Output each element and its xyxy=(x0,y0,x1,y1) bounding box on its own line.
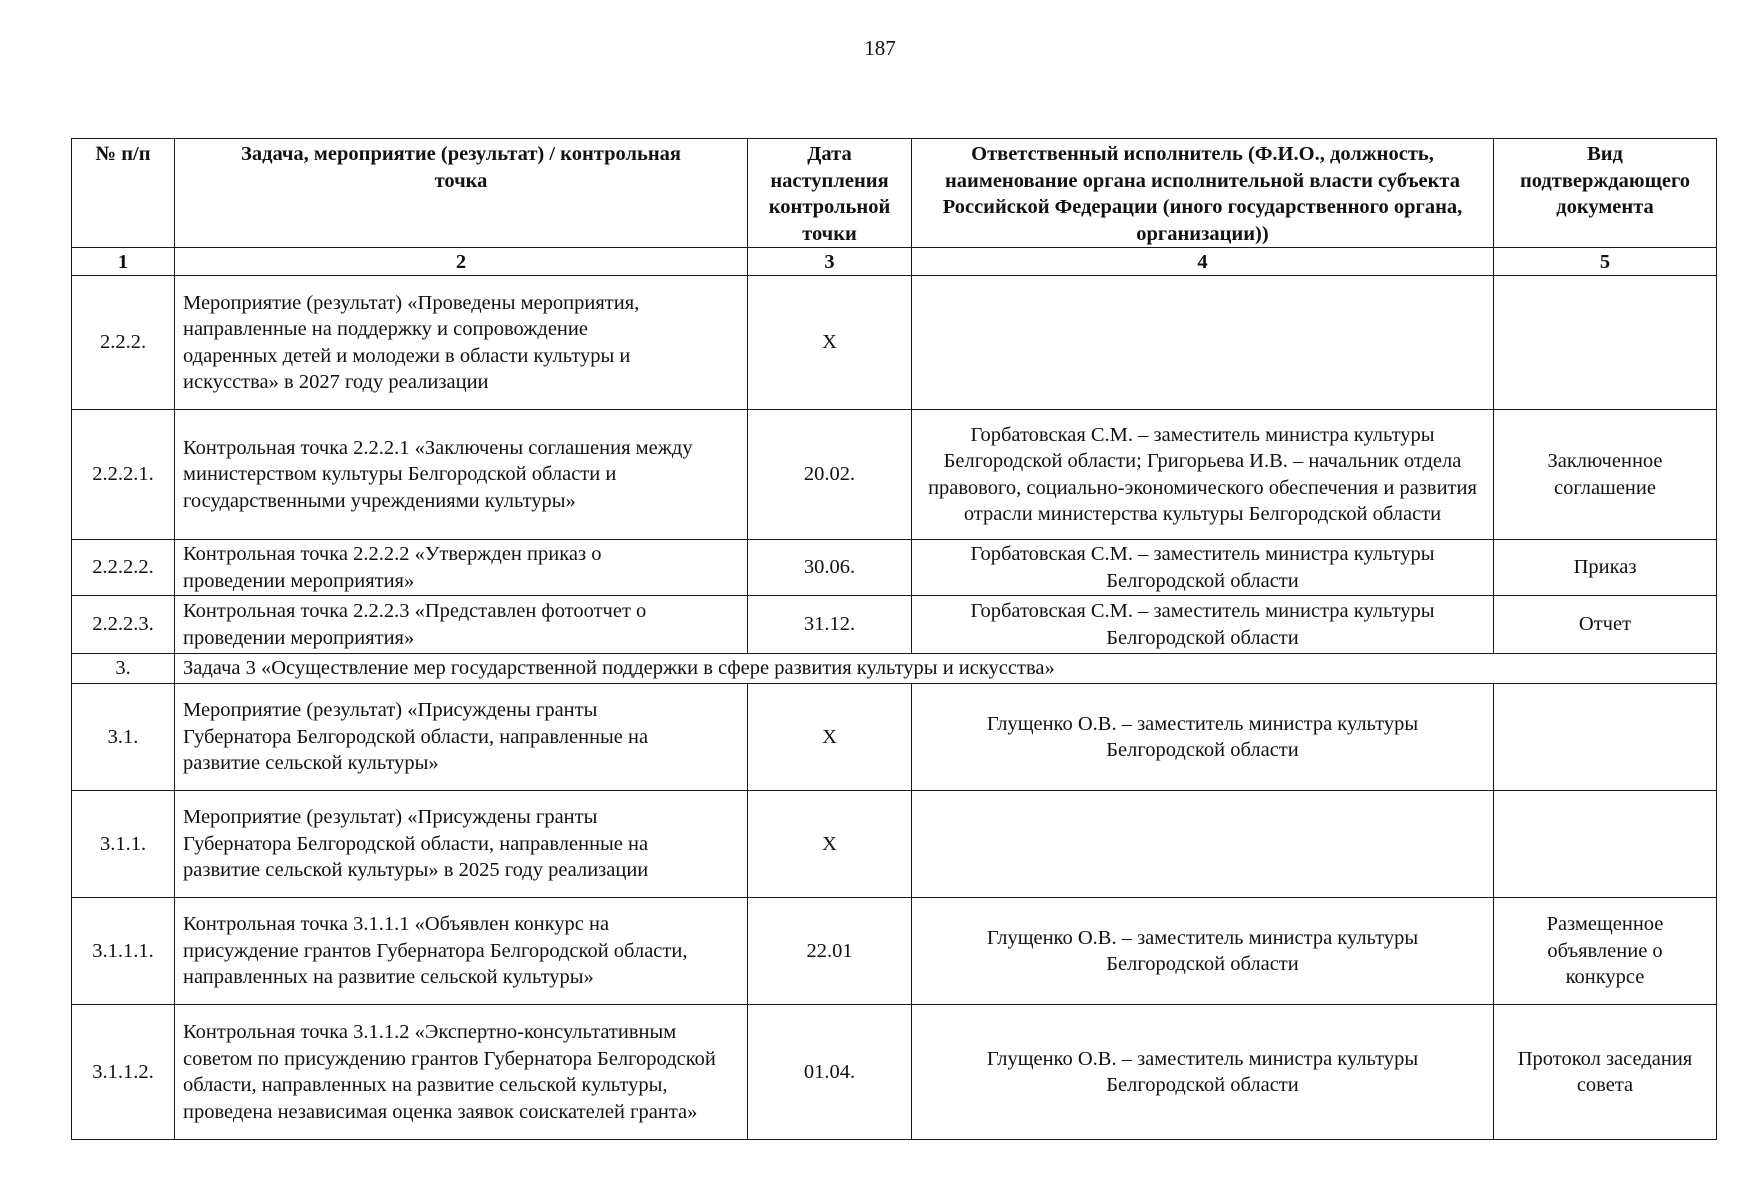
row-number: 2.2.2. xyxy=(72,276,175,410)
row-number: 2.2.2.2. xyxy=(72,540,175,596)
row-date: 01.04. xyxy=(748,1005,912,1140)
row-responsible: Глущенко О.В. – заместитель министра культуры Белгородской области xyxy=(912,684,1494,791)
row-task: Мероприятие (результат) «Присуждены гранты Губернатора Белгородской области, направленные на развитие сельской культуры» в 2025 году реализации xyxy=(175,791,748,898)
table-row xyxy=(72,1005,1717,1140)
row-number: 3.1. xyxy=(72,684,175,791)
table-row xyxy=(72,276,1717,410)
row-document xyxy=(1494,684,1717,791)
table-row-task-header xyxy=(72,654,1717,684)
table-row xyxy=(72,791,1717,898)
row-responsible: Глущенко О.В. – заместитель министра культуры Белгородской области xyxy=(912,1005,1494,1140)
column-number: 3 xyxy=(748,248,912,276)
row-responsible: Горбатовская С.М. – заместитель министра культуры Белгородской области xyxy=(912,540,1494,596)
table-row xyxy=(72,596,1717,654)
row-responsible: Горбатовская С.М. – заместитель министра культуры Белгородской области; Григорьева И.В. – начальник отдела правового, социально-экономического обеспечения и развития отрасли министерства культуры Белгородской области xyxy=(912,410,1494,540)
column-number: 4 xyxy=(912,248,1494,276)
row-document xyxy=(1494,276,1717,410)
column-number-row xyxy=(72,248,1717,276)
column-number: 5 xyxy=(1494,248,1717,276)
row-task: Контрольная точка 2.2.2.3 «Представлен фотоотчет о проведении мероприятия» xyxy=(175,596,748,654)
row-document: Приказ xyxy=(1494,540,1717,596)
row-task: Мероприятие (результат) «Проведены мероприятия, направленные на поддержку и сопровождение одаренных детей и молодежи в области культуры и искусства» в 2027 году реализации xyxy=(175,276,748,410)
row-date: X xyxy=(748,791,912,898)
row-date: 31.12. xyxy=(748,596,912,654)
header-date: Дата наступления контрольной точки xyxy=(748,139,912,248)
row-date: X xyxy=(748,684,912,791)
column-number: 1 xyxy=(72,248,175,276)
row-number: 3. xyxy=(72,654,175,684)
row-responsible: Горбатовская С.М. – заместитель министра культуры Белгородской области xyxy=(912,596,1494,654)
row-task: Задача 3 «Осуществление мер государственной поддержки в сфере развития культуры и искусства» xyxy=(175,654,1717,684)
row-task: Контрольная точка 3.1.1.2 «Экспертно-консультативным советом по присуждению грантов Губернатора Белгородской области, направленных на развитие сельской культуры, проведена независимая оценка заявок соискателей гранта» xyxy=(175,1005,748,1140)
row-number: 3.1.1.1. xyxy=(72,898,175,1005)
row-date: 30.06. xyxy=(748,540,912,596)
row-task: Мероприятие (результат) «Присуждены гранты Губернатора Белгородской области, направленные на развитие сельской культуры» xyxy=(175,684,748,791)
row-document: Протокол заседания совета xyxy=(1494,1005,1717,1140)
row-document xyxy=(1494,791,1717,898)
row-task: Контрольная точка 2.2.2.2 «Утвержден приказ о проведении мероприятия» xyxy=(175,540,748,596)
row-task: Контрольная точка 3.1.1.1 «Объявлен конкурс на присуждение грантов Губернатора Белгородской области, направленных на развитие сельской культуры» xyxy=(175,898,748,1005)
table-row xyxy=(72,684,1717,791)
header-document: Вид подтверждающего документа xyxy=(1494,139,1717,248)
table-row xyxy=(72,540,1717,596)
row-task: Контрольная точка 2.2.2.1 «Заключены соглашения между министерством культуры Белгородской области и государственными учреждениями культуры» xyxy=(175,410,748,540)
row-number: 2.2.2.1. xyxy=(72,410,175,540)
header-responsible: Ответственный исполнитель (Ф.И.О., должность, наименование органа исполнительной власти субъекта Российской Федерации (иного государственного органа, организации)) xyxy=(912,139,1494,248)
column-number: 2 xyxy=(175,248,748,276)
row-document: Отчет xyxy=(1494,596,1717,654)
header-row xyxy=(72,139,1717,248)
header-task: Задача, мероприятие (результат) / контрольная точка xyxy=(175,139,748,248)
row-responsible xyxy=(912,791,1494,898)
row-responsible: Глущенко О.В. – заместитель министра культуры Белгородской области xyxy=(912,898,1494,1005)
row-date: 20.02. xyxy=(748,410,912,540)
plan-table xyxy=(71,138,1717,1140)
row-date: 22.01 xyxy=(748,898,912,1005)
row-document: Размещенное объявление о конкурсе xyxy=(1494,898,1717,1005)
row-number: 3.1.1. xyxy=(72,791,175,898)
table-row xyxy=(72,410,1717,540)
row-number: 3.1.1.2. xyxy=(72,1005,175,1140)
row-date: X xyxy=(748,276,912,410)
table-row xyxy=(72,898,1717,1005)
row-number: 2.2.2.3. xyxy=(72,596,175,654)
row-responsible xyxy=(912,276,1494,410)
page-number: 187 xyxy=(864,36,896,60)
row-document: Заключенное соглашение xyxy=(1494,410,1717,540)
header-num: № п/п xyxy=(72,139,175,248)
